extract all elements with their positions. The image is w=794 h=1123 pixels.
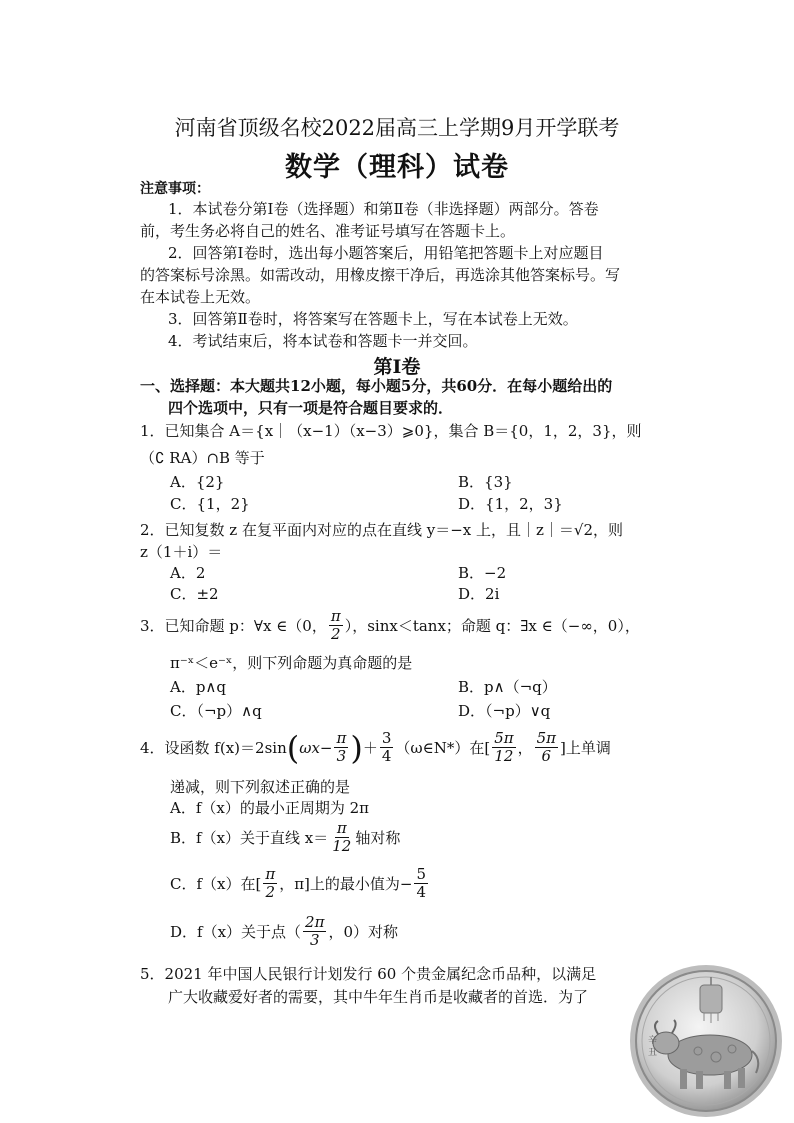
notice-line: 1．本试卷分第Ⅰ卷（选择题）和第Ⅱ卷（非选择题）两部分。答卷 (168, 200, 599, 218)
question-2-stem-2: z（1＋i）＝ (140, 543, 223, 561)
notice-line: 4．考试结束后，将本试卷和答题卡一并交回。 (168, 332, 478, 350)
notice-line: 前，考生务必将自己的姓名、准考证号填写在答题卡上。 (140, 222, 516, 240)
question-4-stem-2: 递减，则下列叙述正确的是 (170, 778, 351, 796)
q4-d-post: ，0）对称 (328, 923, 398, 941)
plus-sign: ＋ (362, 739, 378, 757)
q2-option-b: B．−2 (458, 564, 507, 582)
q3-text-post: ），sinx＜tanx；命题 q：∃x ∈（−∞，0）， (344, 617, 640, 635)
fraction-3-over-4: $\frac{3}{4}$ (381, 729, 392, 765)
coin-mark: 丑 (648, 1047, 658, 1057)
fraction-pi-over-3: $\frac{\pi}{3}$ (336, 729, 347, 765)
notice-line: 在本试卷上无效。 (140, 288, 261, 306)
exam-subtitle: 数学（理科）试卷 (285, 152, 509, 183)
notice-heading: 注意事项： (140, 181, 210, 197)
q3-option-a: A．p∧q (170, 678, 227, 696)
notice-line: 3．回答第Ⅱ卷时，将答案写在答题卡上，写在本试卷上无效。 (168, 310, 578, 328)
q2-option-c: C．±2 (170, 585, 219, 603)
fraction-pi-over-2: $\frac{\pi}{2}$ (330, 607, 341, 643)
question-1-stem-2: （∁ RA）∩B 等于 (140, 449, 265, 467)
q4-option-c (170, 866, 430, 901)
q4-b-post: 轴对称 (355, 829, 401, 847)
question-5-stem: 5．2021 年中国人民银行计划发行 60 个贵金属纪念币品种，以满足 (140, 965, 597, 983)
q4-b-pre: B．f（x）关于直线 x＝ (170, 829, 329, 847)
question-2-stem: 2．已知复数 z 在复平面内对应的点在直线 y＝−x 上，且｜z｜＝√2，则 (140, 521, 624, 539)
fraction-2pi-over-3: $\frac{2\pi}{3}$ (305, 913, 325, 949)
q4-text-post: ]上单调 (560, 739, 611, 757)
fraction-pi-over-2: $\frac{\pi}{2}$ (265, 865, 276, 901)
q3-option-d: D．（¬p）∨q (458, 702, 551, 720)
q4-d-pre: D．f（x）关于点（ (170, 923, 302, 941)
q4-option-b (170, 820, 400, 855)
q4-c-mid: ，π]上的最小值为− (279, 875, 413, 893)
q1-option-a: A．{2} (170, 473, 225, 491)
q4-option-a: A．f（x）的最小正周期为 2π (170, 799, 370, 817)
comma: ， (517, 739, 533, 757)
q4-c-pre: C．f（x）在[ (170, 875, 262, 893)
paren-close: ) (350, 728, 363, 767)
omega-x: ωx− (299, 738, 333, 757)
exam-title: 河南省顶级名校2022届高三上学期9月开学联考 (174, 116, 620, 140)
q1-option-d: D．{1，2，3} (458, 495, 563, 513)
section-instruction: 一、选择题：本大题共12小题，每小题5分，共60分．在每小题给出的 (140, 377, 613, 395)
fraction-5pi-over-12: $\frac{5\pi}{12}$ (494, 729, 514, 765)
notice-line: 的答案标号涂黑。如需改动，用橡皮擦干净后，再选涂其他答案标号。写 (140, 266, 621, 284)
fraction-5pi-over-6: $\frac{5\pi}{6}$ (536, 729, 557, 765)
q4-text-mid: （ω∈N*）在[ (395, 739, 491, 757)
q3-text-pre: 3．已知命题 p：∀x ∈（0， (140, 617, 327, 635)
question-1-stem: 1．已知集合 A＝{x｜（x−1）（x−3）⩾0}，集合 B＝{0，1，2，3}，则 (140, 422, 642, 440)
q3-option-b: B．p∧（¬q） (458, 678, 557, 696)
question-4-stem (140, 730, 611, 765)
notice-line: 2．回答第Ⅰ卷时，选出每小题答案后，用铅笔把答题卡上对应题目 (168, 244, 604, 262)
section-title: 第Ⅰ卷 (373, 356, 421, 378)
q2-option-a: A．2 (170, 564, 206, 582)
question-3-stem (140, 608, 640, 643)
question-5-stem-2: 广大收藏爱好者的需要，其中牛年生肖币是收藏者的首选．为了 (168, 988, 589, 1006)
q2-option-d: D．2i (458, 585, 500, 603)
fraction-5-over-4: $\frac{5}{4}$ (416, 865, 427, 901)
paren-open: ( (286, 728, 300, 767)
ox-coin-image (628, 963, 784, 1119)
question-3-stem-2: π⁻ˣ＜e⁻ˣ，则下列命题为真命题的是 (170, 654, 413, 672)
coin-mark: 辛 (648, 1035, 658, 1045)
q3-option-c: C．（¬p）∧q (170, 702, 262, 720)
q1-option-c: C．{1，2} (170, 495, 250, 513)
fraction-pi-over-12: $\frac{\pi}{12}$ (332, 819, 352, 855)
q4-option-d (170, 914, 398, 949)
q1-option-b: B．{3} (458, 473, 513, 491)
q4-text-pre: 4．设函数 f(x)＝2sin (140, 739, 287, 757)
section-instruction: 四个选项中，只有一项是符合题目要求的． (168, 399, 454, 417)
